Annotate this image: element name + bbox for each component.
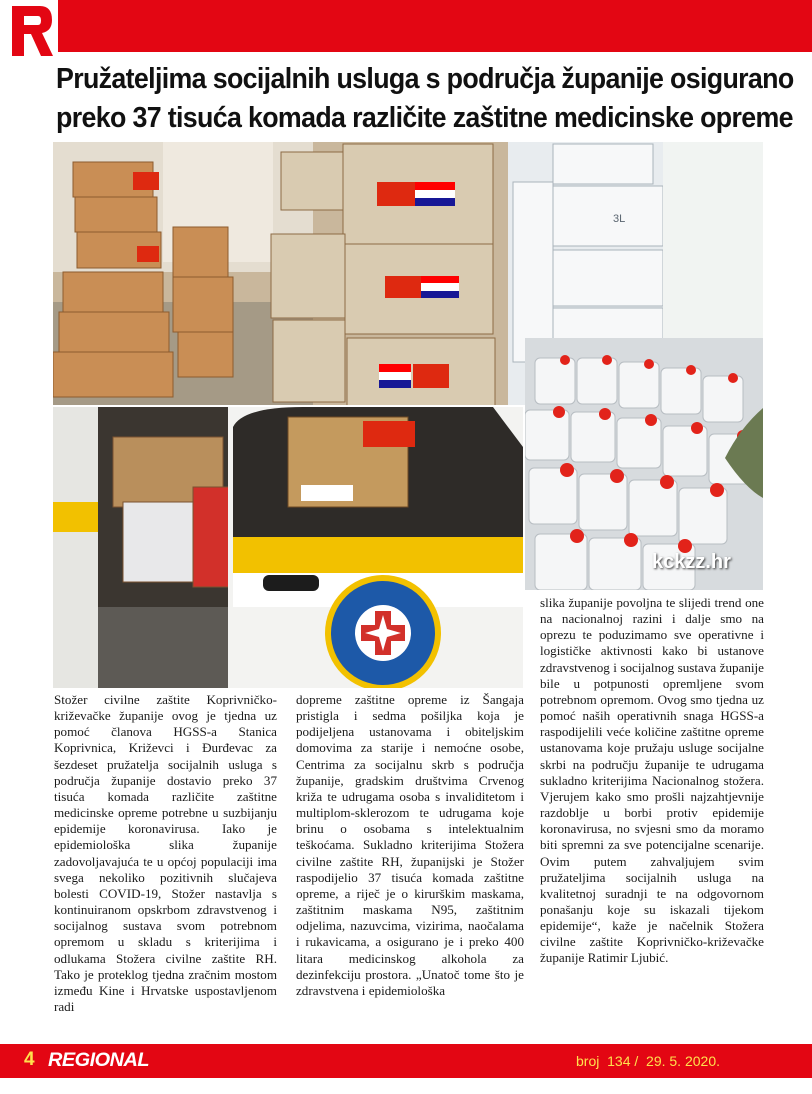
headline-line-2: preko 37 tisuća komada različite zaštitne medicinske opreme [56, 102, 793, 134]
article-column-2: dopreme zaštitne opreme iz Šangaja pristigla i sedma pošiljka koja je podijeljena ustanovama i obiteljskim domovima za starije i nemoćne osobe, Centrima za socijalnu skrb s područja županije, gradskim društvima Crvenog križa te udrugama osoba s invaliditetom i multiplom-sklerozom te udrugama koje brinu o osobama s intelektualnim teškoćama. Sukladno kriterijima Stožera civilne zaštite RH, županijski je Stožer raspodijelio 37 tisuća komada zaštitne opreme, a riječ je o kirurškim maskama, zaštitnim maskama N95, zaštitnim odjelima, nazuvcima, vizirima, naočalama i rukavicama, a osigurano je i preko 400 litara medicinskog alkohola za dezinfekciju prostora. „Unatoč tome što je zdravstvena i epidemiološka [296, 692, 524, 998]
headline-line-1: Pružateljima socijalnih usluga s područja županije osigurano [56, 63, 794, 95]
article-column-1: Stožer civilne zaštite Koprivničko-križevačke županije ovog je tjedna uz pomoć članova HGSS-a Stanica Koprivnica, Križevci i Đurđevac za šezdeset pružatelja socijalnih usluga s područja županije dostavio preko 37 tisuća komada različite zaštitne medicinske opreme potrebne u suzbijanju epidemije koronavirusa. Iako je epidemiološka slika županije zadovoljavajuća te u općoj populaciji ima svega nekoliko pozitivnih slučajeva bolesti COVID-19, Stožer nastavlja s kontinuiranom opskrbom zdravstvenog i socijalnog sustava svom potrebnom opremom u skladu s kriterijima i odlukama Stožera civilne zaštite RH. Tako je proteklog tjedna zračnim mostom između Kine i Hrvatske uspostavljenom radi [54, 692, 277, 1014]
footer-brand-logo: REGIONAL [48, 1050, 150, 1071]
page-number: 4 [24, 1049, 35, 1070]
issue-info: broj 134 / 29. 5. 2020. [576, 1053, 720, 1069]
source-watermark: kckzz.hr [652, 551, 731, 573]
rescue-vehicle-photo [53, 405, 525, 688]
article-headline [56, 60, 794, 138]
svg-text:3L: 3L [613, 213, 626, 225]
article-column-3: slika županije povoljna te slijedi trend one na nacionalnoj razini i dalje smo na oprezu te poduzimamo sve operativne i logističke aktivnosti kako bi ustanove zdravstvenog i socijalnog sustava županije bile u potpunosti opremljene svom potrebnom opremom. Ovog smo tjedna uz pomoć naših operativnih snaga HGSS-a raspodijelili veće količine zaštitne opreme ustanovama koje pružaju usluge socijalne skrbi na području županije te udrugama sukladno kriterijima Nacionalnog stožera. Vjerujem kako smo prošli najzahtjevnije razdoblje u borbi protiv epidemije koronavirusa, no svjesni smo da moramo biti spremni za sve potencijalne scenarije. Ovim putem zahvaljujem svim pružateljima socijalnih usluga na kvalitetnoj suradnji te na odgovornom ponašanju koje su iskazali tijekom epidemije“, kaže je načelnik Stožera civilne zaštite Koprivničko-križevačke županije Ratimir Ljubić. [540, 595, 764, 966]
regional-logo-icon [0, 0, 58, 62]
header-bar [0, 0, 812, 52]
